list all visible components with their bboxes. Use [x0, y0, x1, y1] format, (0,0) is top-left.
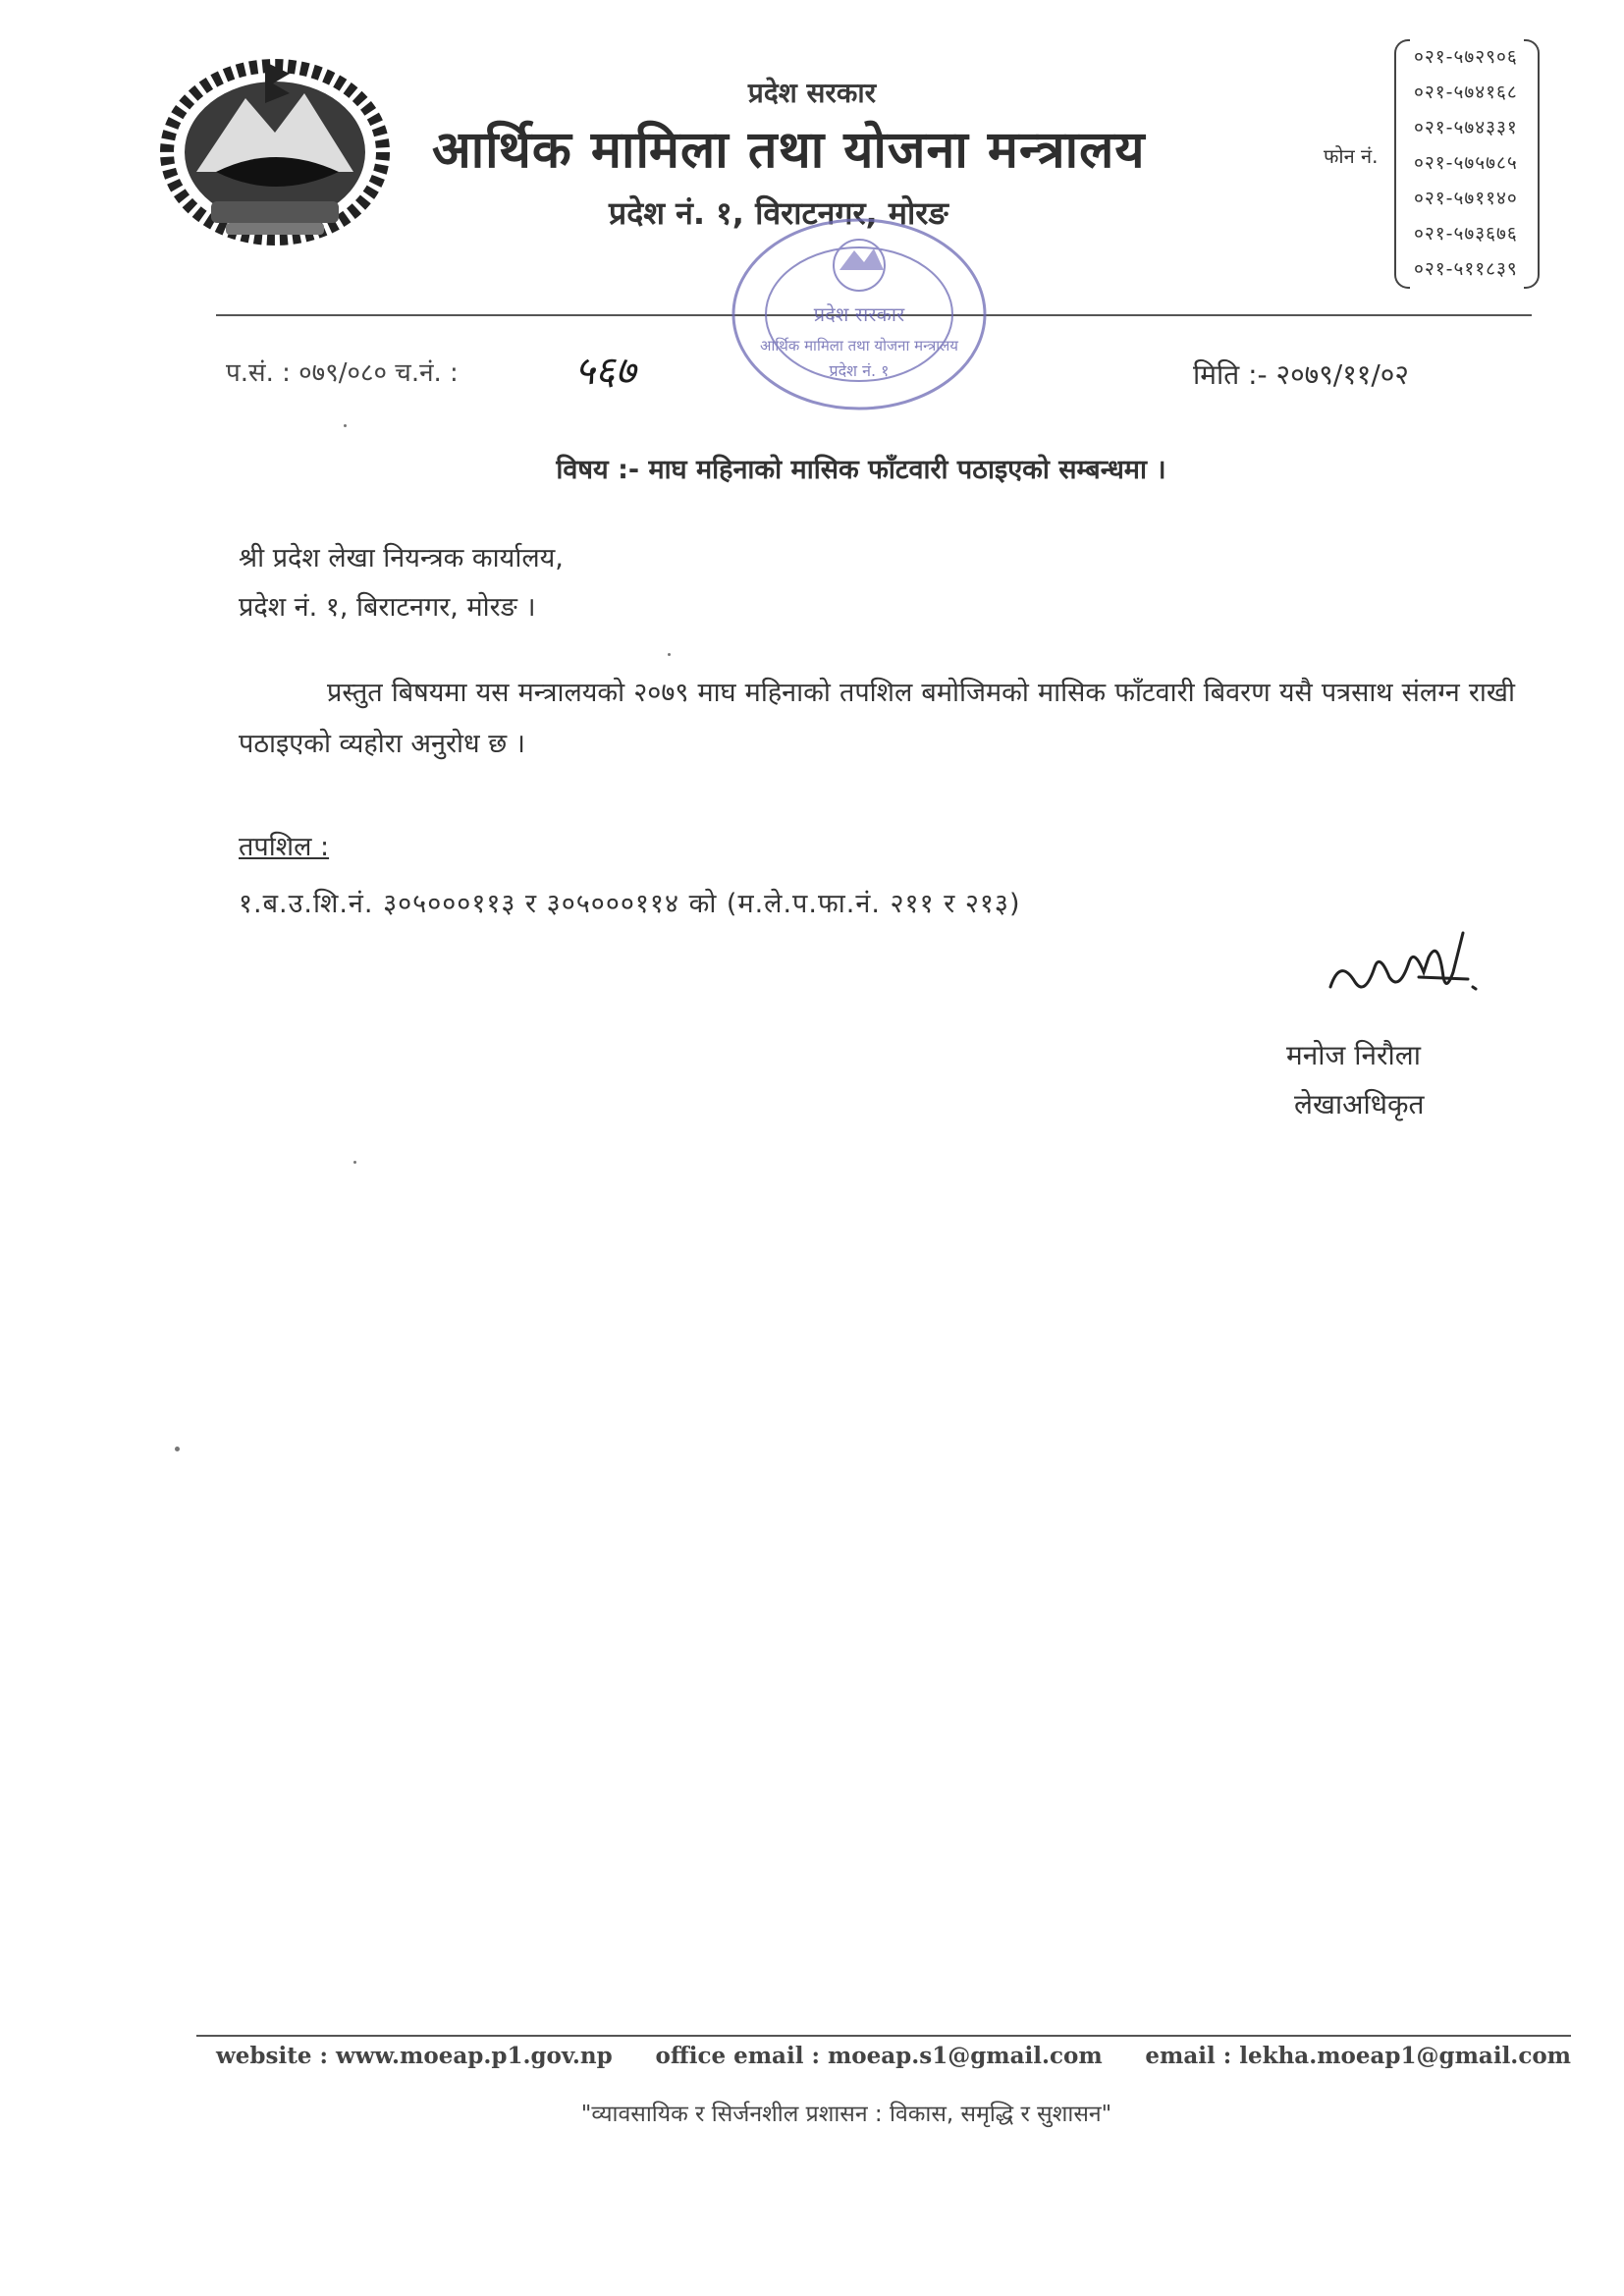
footer-divider [196, 2035, 1571, 2037]
details-heading: तपशिल : [239, 832, 330, 862]
letter-date: मिति :- २०७९/११/०२ [1193, 358, 1409, 391]
footer-website: website : www.moeap.p1.gov.np [216, 2043, 613, 2069]
footer-contacts [216, 2043, 1571, 2069]
stamp-text-ring: आर्थिक मामिला तथा योजना मन्त्रालय [760, 337, 958, 355]
footer-email: email : lekha.moeap1@gmail.com [1145, 2043, 1571, 2069]
signatory-title: लेखाअधिकृत [1294, 1088, 1425, 1121]
footer-office-email: office email : moeap.s1@gmail.com [655, 2043, 1103, 2069]
phone-list [1414, 39, 1527, 287]
stamp-text-top: प्रदेश सरकार [813, 302, 905, 326]
handwritten-signature [1321, 918, 1497, 1016]
office-stamp [727, 211, 992, 417]
ministry-name: आर्थिक मामिला तथा योजना मन्त्रालय [432, 121, 1146, 180]
phone-number: ०२१-५११८३९ [1414, 258, 1518, 280]
scan-speck [353, 1161, 356, 1164]
signatory-name: मनोज निरौला [1286, 1039, 1421, 1071]
ministry-address: प्रदेश नं. १, विराटनगर, मोरङ [609, 194, 948, 232]
government-name: प्रदेश सरकार [747, 77, 877, 109]
stamp-text-bottom: प्रदेश नं. १ [829, 361, 890, 380]
addressee-line: प्रदेश नं. १, बिराटनगर, मोरङ । [239, 592, 536, 623]
details-item: १.ब.उ.शि.नं. ३०५०००११३ र ३०५०००११४ को (म.ले.प.फा.नं. २११ र २१३) [239, 889, 1021, 919]
scan-speck [175, 1447, 180, 1451]
phone-number: ०२१-५७४३३१ [1414, 117, 1518, 138]
addressee-line: श्री प्रदेश लेखा नियन्त्रक कार्यालय, [239, 543, 564, 574]
phone-number: ०२१-५७३६७६ [1414, 223, 1518, 245]
phone-number: ०२१-५७२९०६ [1414, 46, 1518, 68]
scan-speck [668, 653, 671, 656]
letter-subject: विषय :- माघ महिनाको मासिक फाँटवारी पठाइएको सम्बन्धमा । [556, 455, 1166, 485]
reference-label: प.सं. : ०७९/०८० च.नं. : [226, 358, 459, 388]
phone-number: ०२१-५७४१६८ [1414, 82, 1518, 103]
phone-label: फोन नं. [1324, 144, 1379, 168]
dispatch-number: ५६७ [574, 349, 636, 394]
footer-motto: "व्यावसायिक र सिर्जनशील प्रशासन : विकास, समृद्धि र सुशासन" [580, 2102, 1112, 2127]
phone-number: ०२१-५७११४० [1414, 188, 1518, 209]
phone-bracket-left [1394, 39, 1410, 289]
scan-speck [344, 424, 347, 427]
phone-number: ०२१-५७५७८५ [1414, 152, 1518, 174]
letter-body: प्रस्तुत बिषयमा यस मन्त्रालयको २०७९ माघ महिनाको तपशिल बमोजिमको मासिक फाँटवारी बिवरण यसै पत्रसाथ संलग्न राखी पठाइएको व्यहोरा अनुरोध छ । [239, 678, 1515, 759]
